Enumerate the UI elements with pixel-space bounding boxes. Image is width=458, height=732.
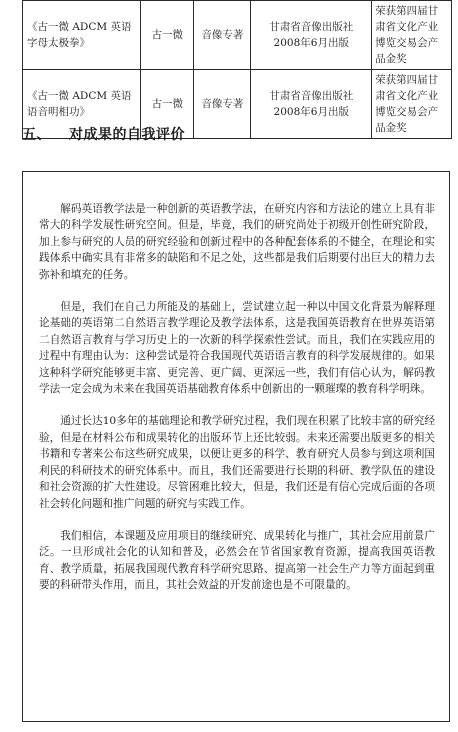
author-cell: 古一微	[141, 1, 194, 70]
publisher-cell: 甘肃省音像出版社 2008年6月出版	[251, 70, 372, 139]
evaluation-paragraph: 解码英语教学法是一种创新的英语教学法，在研究内容和方法论的建立上具有非常大的科学发展性研究空间。但是，毕竟，我们的研究尚处于初级开创性研究阶段，加上参与研究的人员的研究经验和创新过程中的各种配套体系的不健全，在理论和实践体系中确实具有非常多的缺陷和不足之处，这些都是我们后期要付出巨大的精力去弥补和填充的任务。	[39, 203, 435, 281]
award-cell: 荣获第四届甘肃省文化产业博览交易会产品金奖	[372, 1, 452, 70]
section-title: 对成果的自我评价	[69, 127, 185, 143]
section-heading	[22, 124, 185, 144]
work-type-cell: 音像专著	[194, 70, 251, 139]
self-evaluation-box	[22, 171, 450, 722]
publisher-cell: 甘肃省音像出版社 2008年6月出版	[251, 1, 372, 70]
table-row	[23, 1, 452, 70]
evaluation-paragraph: 但是，我们在自己力所能及的基础上，尝试建立起一种以中国文化背景为解释理论基础的英语第二自然语言教学理论及教学法体系，这是我国英语教育在世界英语第二自然语言教育与学习历史上的一次新的科学探索性尝试。而且，我们在实践应用的过程中有理由认为：这种尝试是符合我国现代英语语言教育的科学发展规律的。如果这种科学研究能够更丰富、更完善、更广阔、更深远一些，我们有信心认为，解码教学法一定会成为未来在我国英语基础教育体系中创新出的一颗璀璨的教育科学明珠。	[39, 301, 435, 396]
results-table-section	[22, 0, 452, 139]
work-title-cell: 《古一微 ADCM 英语字母太极拳》	[23, 1, 141, 70]
work-type-cell: 音像专著	[194, 1, 251, 70]
results-table	[22, 0, 452, 139]
work-title-cell: 《古一微 ADCM 英语语音明相功》	[23, 70, 141, 139]
evaluation-paragraph: 通过长达10多年的基础理论和教学研究过程，我们现在积累了比较丰富的研究经验，但是在材料公布和成果转化的出版环节上还比较弱。未来还需要出版更多的相关书籍和专著来公布这些研究成果，以便让更多的科学、教育研究人员参与到这项利国利民的科研技术的研究体系中。而且，我们还需要进行长期的科研、教学队伍的建设和社会资源的扩大性建设。尽管困难比较大，但是，我们还是有信心完成后面的各项社会转化问题和推广问题的研究与实践工作。	[39, 415, 435, 510]
author-cell: 古一微	[141, 70, 194, 139]
section-number: 五、	[22, 127, 51, 143]
evaluation-paragraph: 我们相信，本课题及应用项目的继续研究、成果转化与推广，其社会应用前景广泛。一旦形成社会化的认知和普及，必然会在节省国家教育资源，提高我国英语教育、教学质量，拓展我国现代教育科学研究思路、提高第一社会生产力等方面起到重要的科研带头作用，而且，其社会效益的开发前途也是不可限量的。	[39, 529, 435, 592]
award-cell: 荣获第四届甘肃省文化产业博览交易会产品金奖	[372, 70, 452, 139]
